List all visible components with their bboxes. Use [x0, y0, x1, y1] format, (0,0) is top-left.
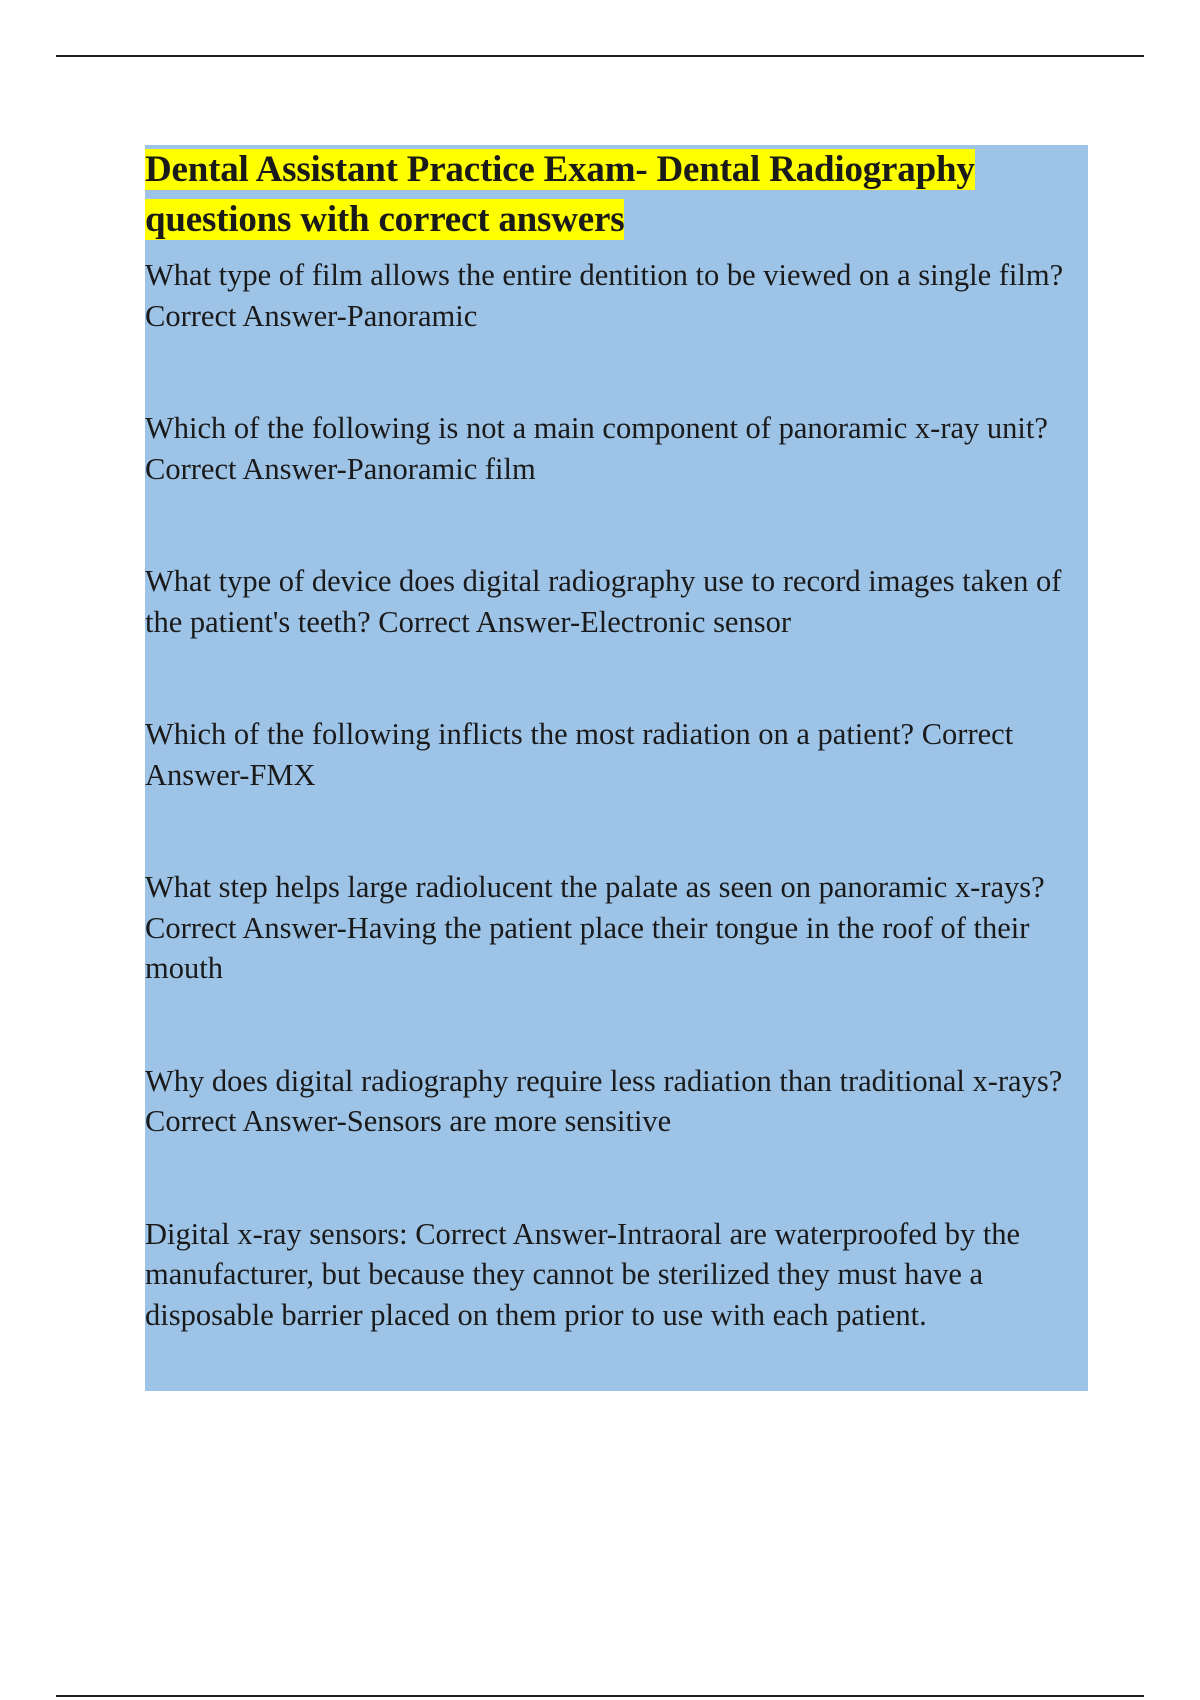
document-body — [145, 145, 1088, 1391]
question-list — [145, 255, 1080, 1335]
question-item: Why does digital radiography require less radiation than traditional x-rays? Correct Answer-Sensors are more sensitive — [145, 1063, 1063, 1138]
question-item: Digital x-ray sensors: Correct Answer-Intraoral are waterproofed by the manufacturer, but because they cannot be sterilized they must have a disposable barrier placed on them prior to use with each patient. — [145, 1216, 1021, 1332]
document-title — [145, 145, 1080, 245]
document-title-text: Dental Assistant Practice Exam- Dental Radiography questions with correct answers — [145, 149, 975, 240]
question-item: Which of the following inflicts the most radiation on a patient? Correct Answer-FMX — [145, 717, 1014, 792]
header-rule — [56, 55, 1144, 57]
question-item: What type of device does digital radiography use to record images taken of the patient's teeth? Correct Answer-Electronic sensor — [145, 564, 1062, 639]
footer-rule — [56, 1695, 1144, 1697]
question-item: What type of film allows the entire dentition to be viewed on a single film? Correct Answer-Panoramic — [145, 258, 1064, 333]
question-item: What step helps large radiolucent the palate as seen on panoramic x-rays? Correct Answer-Having the patient place their tongue in the roof of their mouth — [145, 870, 1045, 985]
question-item: Which of the following is not a main component of panoramic x-ray unit? Correct Answer-Panoramic film — [145, 411, 1048, 486]
